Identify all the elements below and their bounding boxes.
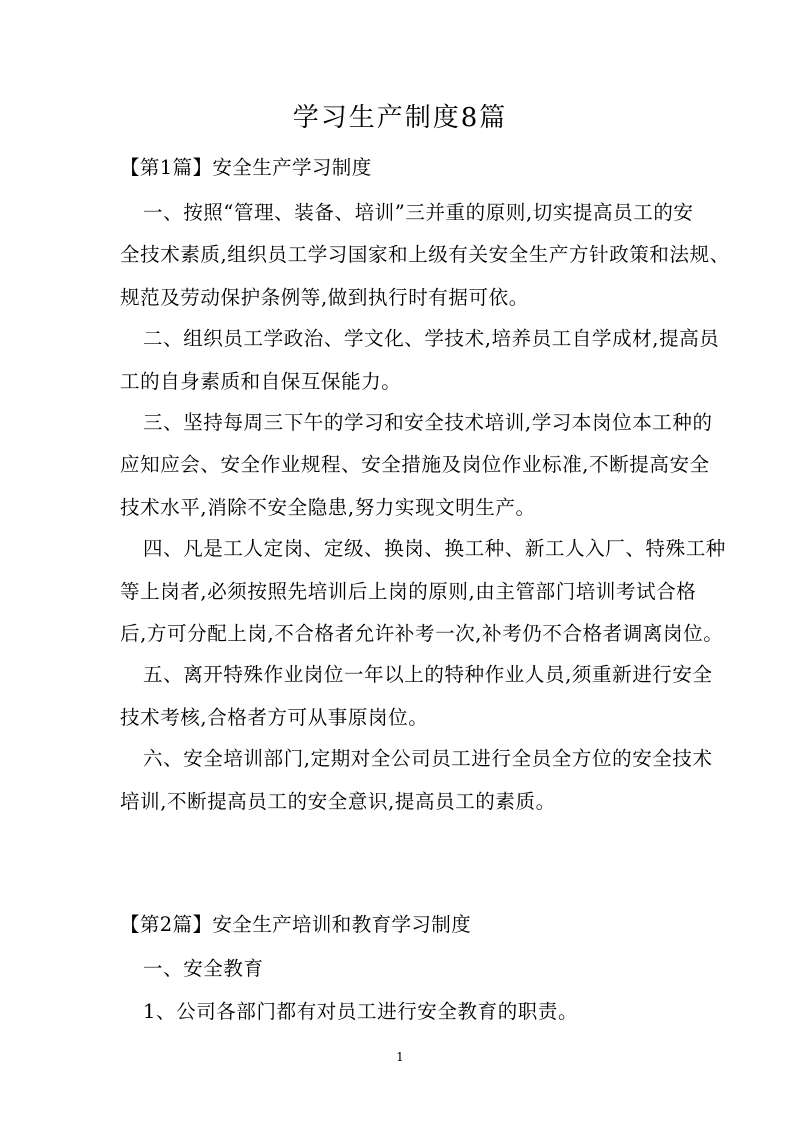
section-1-paragraph-2-line-1: 二、组织员工学政治、学文化、学技术,培养员工自学成材,提高员 xyxy=(143,327,720,350)
section-1-paragraph-3-line-1: 三、坚持每周三下午的学习和安全技术培训,学习本岗位本工种的 xyxy=(143,411,713,434)
section-1-paragraph-1-line-2: 全技术素质,组织员工学习国家和上级有关安全生产方针政策和法规、 xyxy=(120,243,730,266)
section-1-paragraph-4-line-1: 四、凡是工人定岗、定级、换岗、换工种、新工人入厂、特殊工种 xyxy=(143,537,726,560)
section-1-paragraph-3-line-3: 技术水平,消除不安全隐患,努力实现文明生产。 xyxy=(120,496,536,519)
section-1-paragraph-4-line-2: 等上岗者,必须按照先培训后上岗的原则,由主管部门培训考试合格 xyxy=(120,580,697,603)
section-1-paragraph-2-line-2: 工的自身素质和自保互保能力。 xyxy=(120,370,402,393)
section-1-paragraph-5-line-1: 五、离开特殊作业岗位一年以上的特种作业人员,须重新进行安全 xyxy=(143,663,713,686)
section-1-paragraph-4-line-3: 后,方可分配上岗,不合格者允许补考一次,补考仍不合格者调离岗位。 xyxy=(120,622,724,645)
section-1-paragraph-3-line-2: 应知应会、安全作业规程、安全措施及岗位作业标准,不断提高安全 xyxy=(120,453,710,476)
section-1-heading: 【第1篇】安全生产学习制度 xyxy=(120,156,372,179)
section-1-paragraph-1-line-1: 一、按照“管理、装备、培训”三并重的原则,切实提高员工的安 xyxy=(143,201,694,224)
section-1-paragraph-6-line-1: 六、安全培训部门,定期对全公司员工进行全员全方位的安全技术 xyxy=(143,747,713,770)
section-1-paragraph-6-line-2: 培训,不断提高员工的安全意识,提高员工的素质。 xyxy=(120,790,556,813)
section-2-line-1: 1、公司各部门都有对员工进行安全教育的职责。 xyxy=(143,1000,579,1023)
document-title: 学习生产制度8篇 xyxy=(292,103,508,133)
section-2-heading: 【第2篇】安全生产培训和教育学习制度 xyxy=(120,913,472,936)
section-2-subheading: 一、安全教育 xyxy=(143,957,264,980)
page-number: 1 xyxy=(396,1050,404,1064)
section-1-paragraph-5-line-2: 技术考核,合格者方可从事原岗位。 xyxy=(120,706,429,729)
section-1-paragraph-1-line-3: 规范及劳动保护条例等,做到执行时有据可依。 xyxy=(120,286,529,309)
